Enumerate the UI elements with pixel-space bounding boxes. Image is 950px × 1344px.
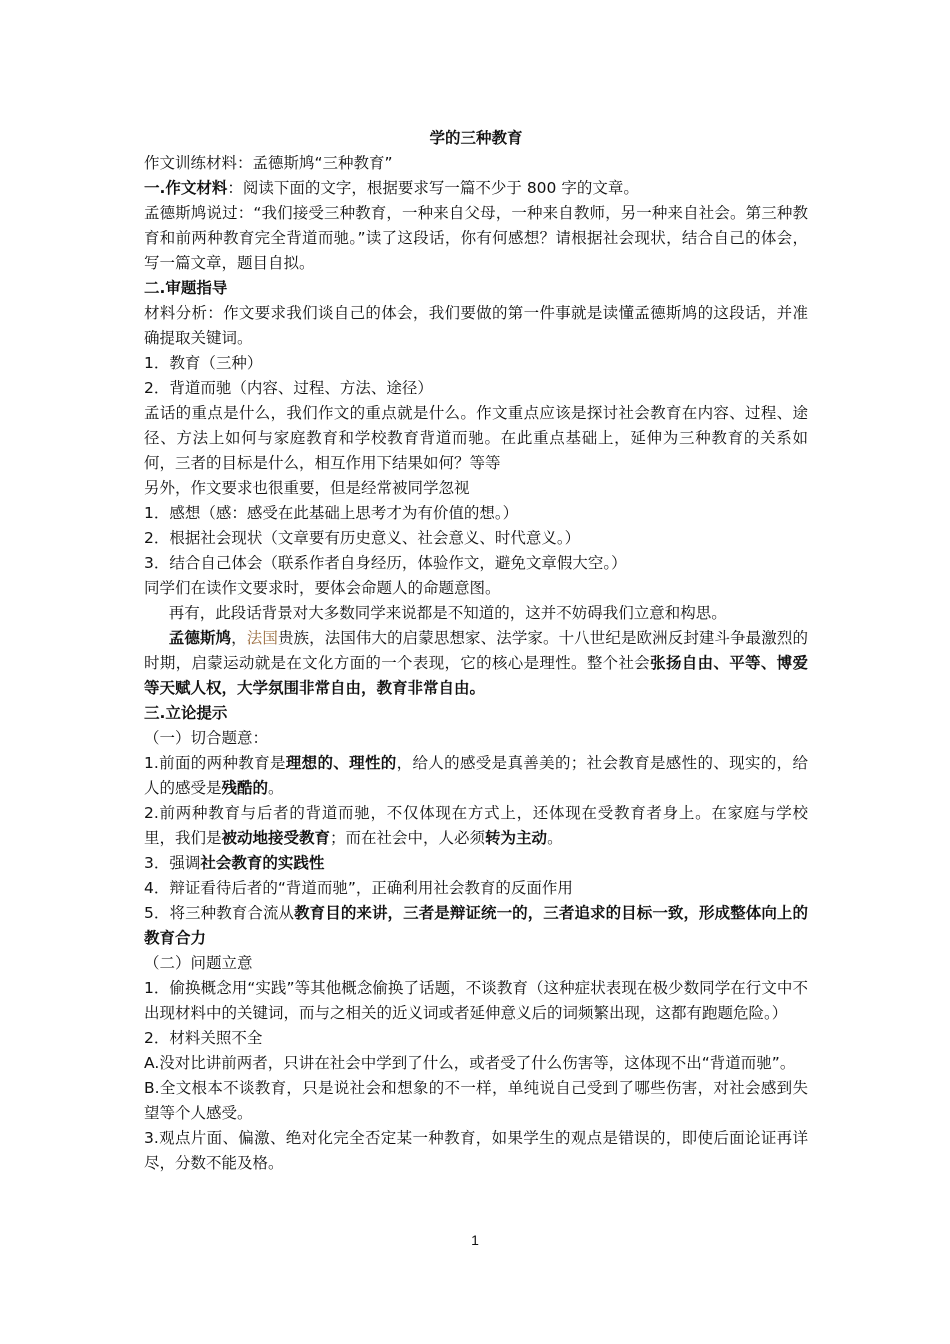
intent-note: 同学们在读作文要求时，要体会命题人的命题意图。 bbox=[144, 579, 501, 597]
subsection-2-heading: （二）问题立意 bbox=[144, 954, 253, 972]
point-1-text-c: 。 bbox=[268, 779, 284, 797]
keyword-1: 1．教育（三种） bbox=[144, 354, 263, 372]
keyword-2: 2．背道而驰（内容、过程、方法、途径） bbox=[144, 379, 433, 397]
requirement-1: 1．感想（感：感受在此基础上思考才为有价值的想。） bbox=[144, 504, 519, 522]
section-3-heading: 三.立论提示 bbox=[144, 704, 228, 722]
montesquieu-name: 孟德斯鸠 bbox=[168, 629, 232, 647]
subtitle: 作文训练材料：孟德斯鸠“三种教育” bbox=[144, 154, 393, 172]
material-analysis: 材料分析：作文要求我们谈自己的体会，我们要做的第一件事就是读懂孟德斯鸠的这段话，并准确提取关键词。 bbox=[144, 304, 808, 347]
point-3-bold: 社会教育的实践性 bbox=[200, 854, 325, 872]
point-5-text: 5．将三种教育合流从 bbox=[144, 904, 295, 922]
section-1-instruction: ：阅读下面的文字，根据要求写一篇不少于 800 字的文章。 bbox=[227, 179, 639, 197]
point-4: 4．辩证看待后者的“背道而驰”，正确利用社会教育的反面作用 bbox=[144, 879, 573, 897]
point-3-text: 3．强调 bbox=[144, 854, 201, 872]
point-2-text-b: ；而在社会中，人必须 bbox=[330, 829, 486, 847]
page-number: 1 bbox=[471, 1232, 479, 1248]
point-1-text-b: ，给人的感受是真善美的；社会教育是感性的、现实的，给人的感受是 bbox=[144, 754, 808, 797]
subsection-1-heading: （一）切合题意： bbox=[144, 729, 269, 747]
background-paragraph bbox=[144, 626, 808, 701]
requirement-3: 3．结合自己体会（联系作者自身经历，体验作文，避免文章假大空。） bbox=[144, 554, 627, 572]
focus-paragraph: 孟话的重点是什么，我们作文的重点就是什么。作文重点应该是探讨社会教育在内容、过程、途径、方法上如何与家庭教育和学校教育背道而驰。在此重点基础上，延伸为三种教育的关系如何，三者的目标是什么，相互作用下结果如何？等等 bbox=[144, 404, 808, 472]
background-text: 贵族，法国伟大的启蒙思想家、法学家。十八世纪是欧洲反封建斗争最激烈的时期，启蒙运动就是在文化方面的一个表现，它的核心是理性。整个社会 bbox=[144, 629, 808, 672]
point-3 bbox=[144, 851, 808, 876]
point-1-bold-a: 理想的、理性的 bbox=[285, 754, 397, 772]
requirement-2: 2．根据社会现状（文章要有历史意义、社会意义、时代意义。） bbox=[144, 529, 581, 547]
point-1-bold-b: 残酷的 bbox=[221, 779, 269, 797]
point-5 bbox=[144, 901, 808, 951]
problem-2b: B.全文根本不谈教育，只是说社会和想象的不一样，单纯说自己受到了哪些伤害，对社会感到失望等个人感受。 bbox=[144, 1079, 808, 1122]
point-1-text-a: 1.前面的两种教育是 bbox=[144, 754, 286, 772]
problem-1: 1．偷换概念用“实践”等其他概念偷换了话题，不谈教育（这种症状表现在极少数同学在行文中不出现材料中的关键词，而与之相关的近义词或者延伸意义后的词频繁出现，这都有跑题危险。） bbox=[144, 979, 808, 1022]
requirement-intro: 另外，作文要求也很重要，但是经常被同学忽视 bbox=[144, 479, 470, 497]
background-note: 再有，此段话背景对大多数同学来说都是不知道的，这并不妨碍我们立意和构思。 bbox=[168, 604, 727, 622]
problem-3: 3.观点片面、偏激、绝对化完全否定某一种教育，如果学生的观点是错误的，即使后面论证再详尽，分数不能及格。 bbox=[144, 1129, 808, 1172]
point-2-bold-a: 被动地接受教育 bbox=[221, 829, 331, 847]
point-1 bbox=[144, 751, 808, 801]
section-2-heading: 二.审题指导 bbox=[144, 279, 228, 297]
point-5-bold: 教育目的来讲，三者是辩证统一的，三者追求的目标一致，形成整体向上的教育合力 bbox=[144, 904, 808, 947]
section-1-heading-line bbox=[144, 176, 808, 201]
document-page bbox=[144, 126, 808, 1176]
document-title: 学的三种教育 bbox=[429, 129, 523, 147]
problem-2a: A.没对比讲前两者，只讲在社会中学到了什么，或者受了什么伤害等，这体现不出“背道而驰”。 bbox=[144, 1054, 796, 1072]
point-2 bbox=[144, 801, 808, 851]
point-2-text-c: 。 bbox=[547, 829, 563, 847]
france-link[interactable]: 法国 bbox=[246, 629, 278, 647]
comma: ， bbox=[231, 629, 247, 647]
background-bold: 张扬自由、平等、博爱等天赋人权，大学氛围非常自由，教育非常自由。 bbox=[144, 654, 808, 697]
point-2-bold-b: 转为主动 bbox=[485, 829, 548, 847]
material-quote: 孟德斯鸠说过：“我们接受三种教育，一种来自父母，一种来自教师，另一种来自社会。第三种教育和前两种教育完全背道而驰。”读了这段话，你有何感想？请根据社会现状，结合自己的体会，写一篇文章，题目自拟。 bbox=[144, 204, 808, 272]
point-2-text-a: 2.前两种教育与后者的背道而驰，不仅体现在方式上，还体现在受教育者身上。在家庭与学校里，我们是 bbox=[144, 804, 808, 847]
section-1-heading: 一.作文材料 bbox=[144, 179, 228, 197]
problem-2: 2．材料关照不全 bbox=[144, 1029, 263, 1047]
